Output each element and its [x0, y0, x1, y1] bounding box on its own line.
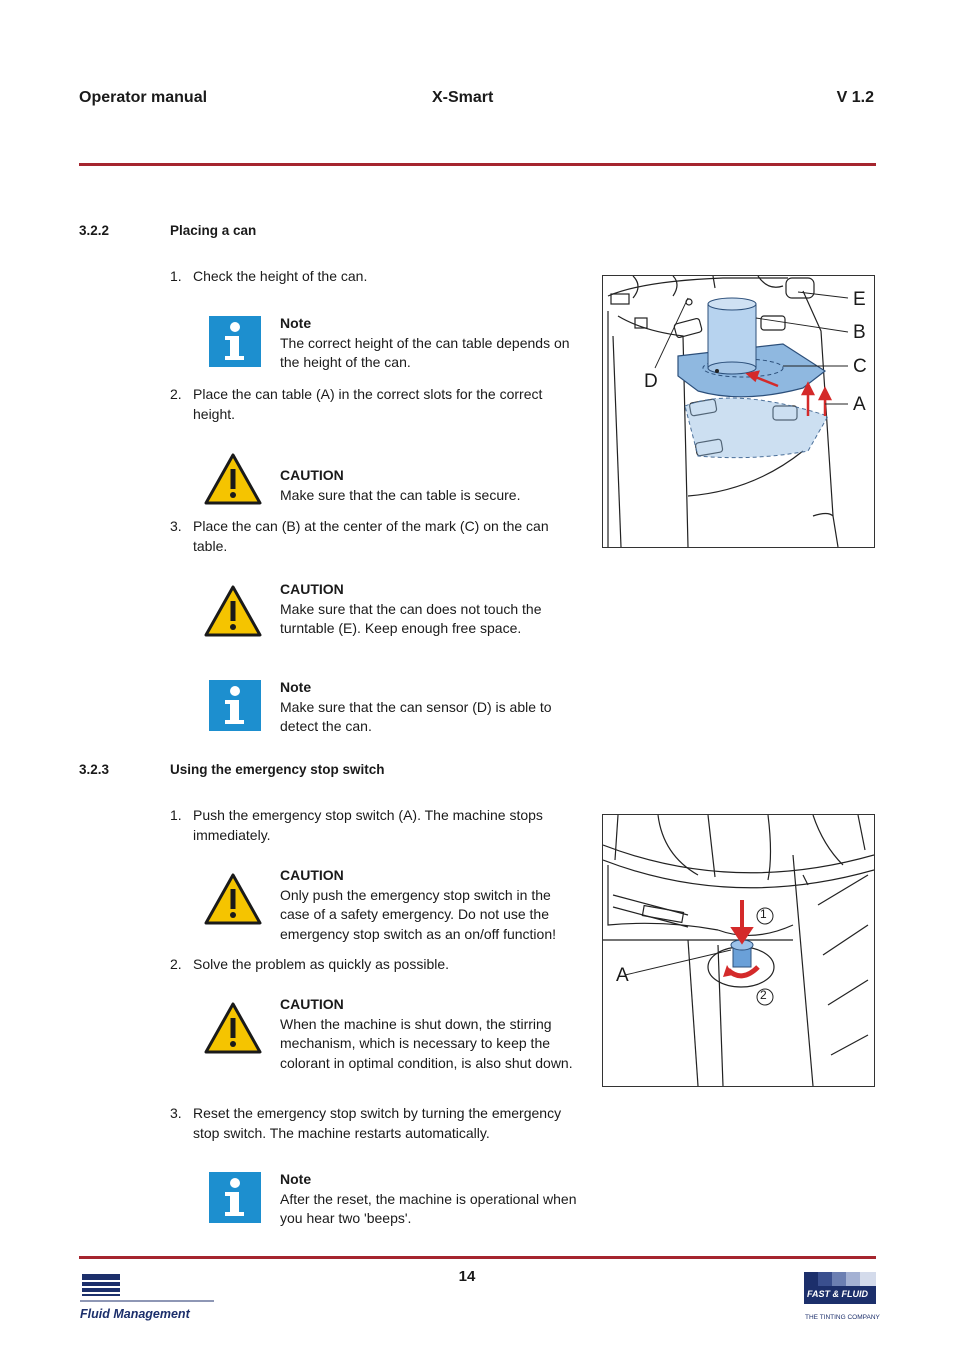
section-title: Placing a can: [170, 223, 257, 238]
fluid-management-logo: [80, 1270, 215, 1326]
figure-label-1: 1: [760, 907, 767, 921]
info-icon: [209, 316, 261, 367]
step-text: Check the height of the can.: [193, 268, 368, 284]
step-item: [170, 955, 580, 975]
step-item: [170, 1104, 580, 1143]
caution-title: CAUTION: [280, 996, 344, 1012]
step-text: Reset the emergency stop switch by turning the emergency stop switch. The machine restarts automatically.: [193, 1105, 562, 1141]
figure-label-d: D: [644, 371, 658, 392]
note-title: Note: [280, 315, 312, 331]
figure-label-b: B: [853, 322, 866, 343]
warning-icon: [203, 872, 263, 926]
figure-label-2: 2: [760, 988, 767, 1002]
section-number: 3.2.3: [79, 762, 110, 777]
warning-icon: [203, 452, 263, 506]
caution-text: Only push the emergency stop switch in the case of a safety emergency. Do not use the emergency stop switch as an on/off function!: [280, 886, 557, 942]
step-text: Place the can (B) at the center of the mark (C) on the can table.: [193, 518, 549, 554]
caution-text: Make sure that the can does not touch the turntable (E). Keep enough free space.: [280, 600, 542, 636]
figure-label-a: A: [853, 394, 866, 415]
emergency-stop-figure: [602, 814, 875, 1087]
warning-icon: [203, 1001, 263, 1055]
fast-fluid-logo-icon: [804, 1272, 876, 1304]
footer-rule: [79, 1256, 876, 1259]
caution-text: Make sure that the can table is secure.: [280, 486, 521, 503]
caution-text: When the machine is shut down, the stirring mechanism, which is necessary to keep the colorant in optimal condition, is also shut down.: [280, 1015, 573, 1071]
step-text: Push the emergency stop switch (A). The machine stops immediately.: [193, 807, 543, 843]
header-rule: [79, 163, 876, 166]
note-title: Note: [280, 679, 312, 695]
step-text: Solve the problem as quickly as possible.: [193, 956, 450, 972]
step-number: 1.: [170, 807, 182, 823]
header-doc-title: Operator manual: [79, 89, 208, 106]
info-icon: [209, 1172, 261, 1223]
step-item: [170, 385, 580, 424]
emergency-stop-illustration: [603, 815, 874, 1086]
fast-fluid-tagline: THE TINTING COMPANY: [805, 1314, 880, 1321]
step-number: 3.: [170, 518, 182, 534]
header-product-name: X-Smart: [432, 89, 494, 106]
fluid-management-wordmark: Fluid Management: [80, 1307, 190, 1321]
note-text: Make sure that the can sensor (D) is able to detect the can.: [280, 698, 552, 734]
figure-label-e: E: [853, 289, 866, 310]
note-title: Note: [280, 1171, 312, 1187]
page-number: 14: [458, 1268, 476, 1285]
step-number: 2.: [170, 386, 182, 402]
caution-title: CAUTION: [280, 867, 344, 883]
step-text: Place the can table (A) in the correct slots for the correct height.: [193, 386, 543, 422]
note-text: The correct height of the can table depends on the height of the can.: [280, 334, 570, 370]
caution-title: CAUTION: [280, 581, 344, 597]
fast-fluid-logo: [804, 1272, 880, 1324]
step-number: 3.: [170, 1105, 182, 1121]
step-item: [170, 517, 580, 556]
figure-label-a: A: [616, 965, 629, 986]
section-title: Using the emergency stop switch: [170, 762, 385, 777]
info-icon: [209, 680, 261, 731]
note-text: After the reset, the machine is operational when you hear two 'beeps'.: [280, 1190, 577, 1226]
figure-label-c: C: [853, 356, 867, 377]
step-number: 1.: [170, 268, 182, 284]
can-table-illustration: [603, 276, 874, 547]
section-number: 3.2.2: [79, 223, 110, 238]
can-table-figure: [602, 275, 875, 548]
step-item: [170, 267, 580, 287]
step-item: [170, 806, 580, 845]
caution-title: CAUTION: [280, 467, 344, 483]
fast-fluid-wordmark: FAST & FLUID: [807, 1289, 868, 1299]
step-number: 2.: [170, 956, 182, 972]
warning-icon: [203, 584, 263, 638]
header-version: V 1.2: [836, 89, 874, 106]
